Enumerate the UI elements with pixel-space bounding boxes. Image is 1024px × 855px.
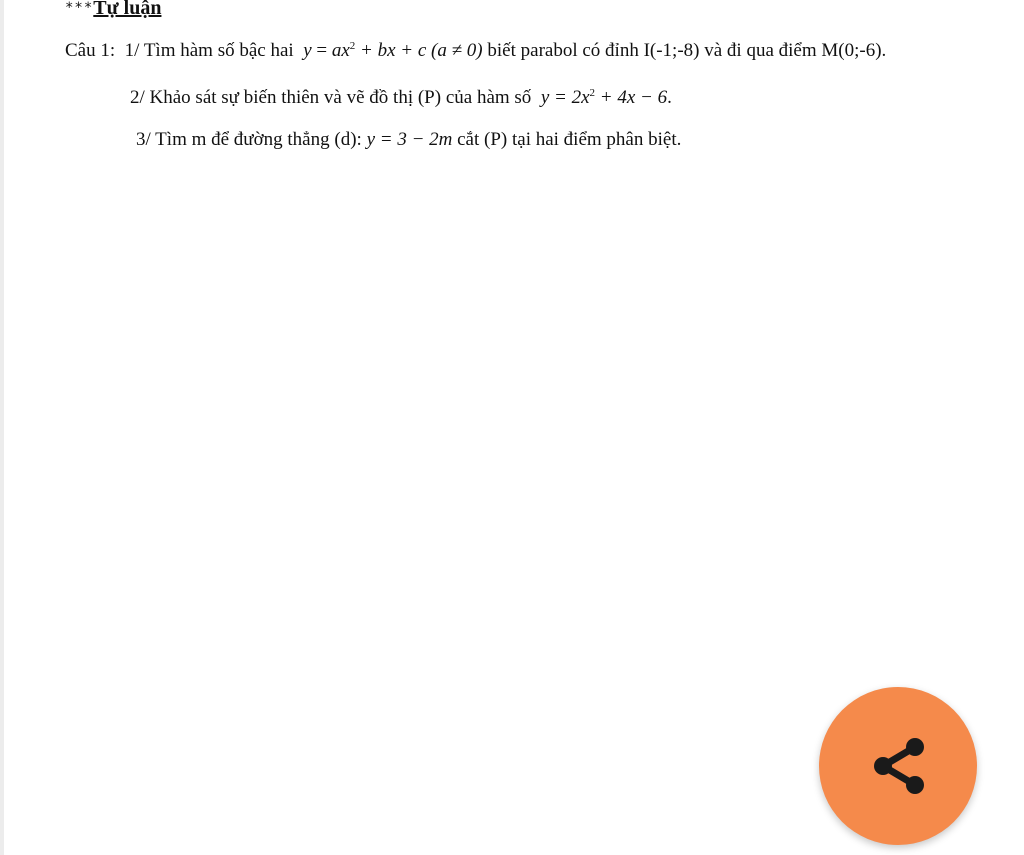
part-2-intro: 2/ Khảo sát sự biến thiên và vẽ đồ thị (P) của hàm số: [130, 87, 532, 108]
heading-prefix: ***: [65, 0, 94, 16]
question-1-part-1: [65, 39, 886, 63]
formula-lhs: y = 2x: [540, 87, 590, 108]
part-3-formula: y = 3 − 2m: [366, 129, 453, 150]
section-heading: [65, 0, 161, 20]
question-1-part-3: [136, 128, 681, 152]
heading-title: Tự luận: [93, 0, 162, 19]
formula-rest: + 4x − 6: [595, 87, 668, 108]
part-3-outro: cắt (P) tại hai điểm phân biệt.: [457, 129, 682, 150]
formula-exponent: 2: [349, 40, 356, 52]
part-1-formula: [303, 40, 482, 61]
formula-equals: =: [311, 40, 332, 61]
part-3-intro: 3/ Tìm m để đường thẳng (d):: [136, 129, 362, 150]
share-icon: [863, 731, 933, 801]
formula-condition: (a ≠ 0): [426, 40, 483, 61]
formula-exponent: 2: [589, 87, 595, 99]
formula-y: y: [303, 40, 312, 61]
part-1-outro: biết parabol có đỉnh I(-1;-8) và đi qua điểm M(0;-6).: [487, 40, 887, 61]
page-left-edge: [0, 0, 4, 855]
share-button[interactable]: [819, 687, 977, 845]
formula-ax: ax: [331, 40, 350, 61]
part-2-end: .: [667, 87, 672, 108]
part-1-intro: 1/ Tìm hàm số bậc hai: [124, 40, 294, 61]
question-label: Câu 1:: [65, 40, 116, 61]
formula-rest: + bx + c: [355, 40, 427, 61]
part-2-formula: [541, 87, 667, 108]
question-1-part-2: [130, 86, 672, 110]
